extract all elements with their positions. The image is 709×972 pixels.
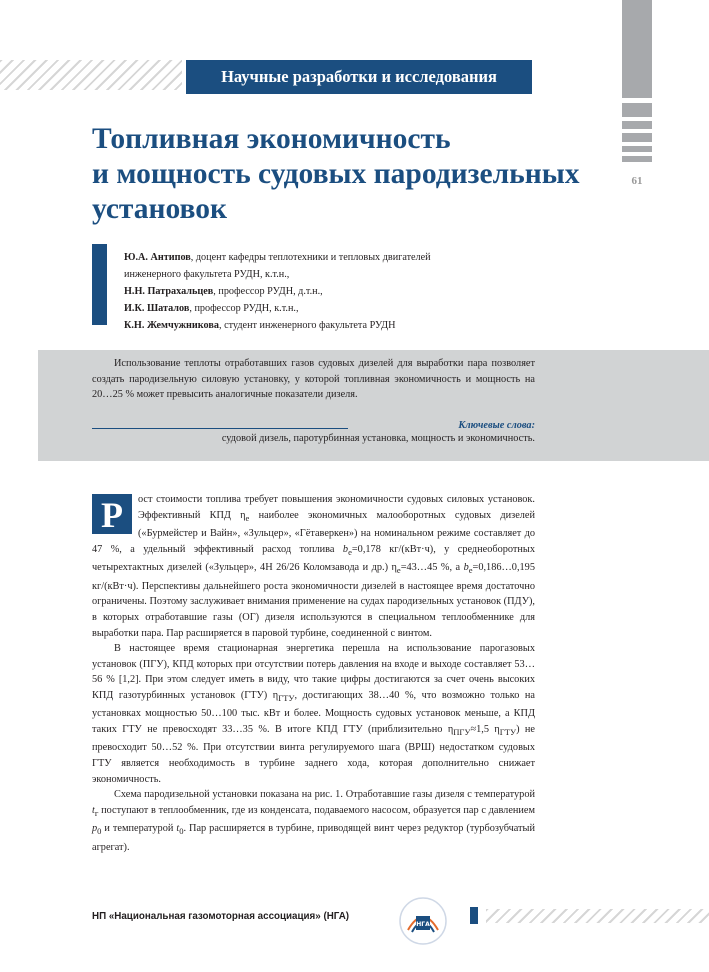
margin-bar (622, 146, 652, 152)
margin-bar (622, 133, 652, 142)
keywords-label: Ключевые слова: (458, 420, 535, 431)
footer-publisher: НП «Национальная газомоторная ассоциация» (НГА) (92, 911, 350, 922)
margin-bar (622, 121, 652, 129)
decorative-hatch-bottom (486, 909, 709, 923)
paragraph: В настоящее время стационарная энергетика перешла на использование парогазовых установок (ПГУ), КПД которых при отсутствии потерь давления на входе и выходе составляет 53…56 % [1,2]. При этом следует иметь в виду, что такие цифры достигаются за счет очень высоких КПД газотурбинных установок (ГТУ) $\eta_{ГТУ}$, достигающих 38…40 %, что возможно только на установках мощностью 50…100 тыс. кВт и более. Мощность судовых установок меньше, а КПД таких ГТУ не превосходят 33…35 %. В итоге КПД ГТУ (приблизительно $\eta_{ПГУ}\approx 1,5$ $\eta_{ГТУ}$) не превосходит 50…52 %. При отсутствии винта регулируемого шага (ВРШ) недостатком судовых ГТУ является необходимость в турбине заднего хода, которая дополнительно снижает экономичность. (92, 643, 536, 785)
svg-text:НГА: НГА (416, 921, 430, 928)
author-list (124, 249, 431, 334)
author-affiliation: , профессор РУДН, к.т.н., (189, 303, 299, 314)
title-line: установок (92, 193, 228, 225)
drop-cap: Р (92, 494, 132, 534)
author-name: К.Н. Жемчужникова (124, 320, 219, 331)
abstract-text: Использование теплоты отработавших газов судовых дизелей для выработки пара позволяет создать пародизельную силовую установку, у которой топливная экономичность и мощность на 20…25 % может превысить аналогичные показатели дизеля. (92, 358, 535, 400)
author-affiliation: , доцент кафедры теплотехники и тепловых двигателей (190, 252, 431, 263)
margin-bar (622, 0, 652, 98)
page-number: 61 (631, 175, 643, 187)
footer-accent-square (470, 907, 478, 924)
paragraph: ост стоимости топлива требует повышения экономичности судовых силовых установок. Эффективный КПД $\eta_e$ наиболее экономичных малооборотных судовых дизелей («Бурмейстер и Вайн», «Зульцер», «Гётаверкен») на номинальном режиме составляет до 47 %, а удельный эффективный расход топлива $b_e=0,178$ кг/(кВт·ч), у среднеоборотных четырехтактных дизелей («Зульцер», 4Н 26/26 Коломзавода и др.) $\eta_e=43\dots 45$ %, а $b_e=0,186\dots 0,195$ кг/(кВт·ч). Перспективы дальнейшего роста экономичности дизелей в настоящее время достаточно ограничены. Поэтому заслуживает внимания применение на судах пародизельных установок (ПДУ), в которых отработавшие газы (ОГ) дизеля используются в специальном теплообменнике для выработки пара. Пар расширяется в паровой турбине, соединенной с винтом. (92, 494, 536, 639)
author-affiliation: , студент инженерного факультета РУДН (218, 320, 396, 331)
paragraph: Схема пародизельной установки показана на рис. 1. Отработавшие газы дизеля с температурой $t_г$ поступают в теплообменник, где из конденсата, подаваемого насосом, образуется пар с давлением $p_0$ и температурой $t_0$. Пар расширяется в турбине, приводящей винт через редуктор (турбозубчатый агрегат). (92, 789, 535, 853)
author-affiliation: , профессор РУДН, д.т.н., (213, 286, 323, 297)
margin-bar (622, 156, 652, 162)
author-line (124, 266, 431, 283)
author-line (124, 317, 431, 334)
author-name: И.К. Шаталов (124, 303, 190, 314)
title-line: и мощность судовых пародизельных (92, 158, 580, 190)
author-name: Ю.А. Антипов (124, 252, 191, 263)
author-name: Н.Н. Патрахальцев (124, 286, 214, 297)
article-title (92, 122, 612, 227)
nga-logo-icon (398, 896, 448, 946)
keywords-text: судовой дизель, паротурбинная установка, мощность и экономичность. (221, 433, 535, 444)
author-line (124, 283, 431, 300)
section-banner: Научные разработки и исследования (186, 60, 532, 94)
authors-accent-bar (92, 244, 107, 325)
author-line (124, 249, 431, 266)
decorative-hatch-top (0, 60, 182, 90)
author-line (124, 300, 431, 317)
article-body (92, 492, 535, 855)
author-affiliation: инженерного факультета РУДН, к.т.н., (124, 269, 290, 280)
title-line: Топливная экономичность (92, 123, 451, 155)
margin-bar (622, 103, 652, 117)
